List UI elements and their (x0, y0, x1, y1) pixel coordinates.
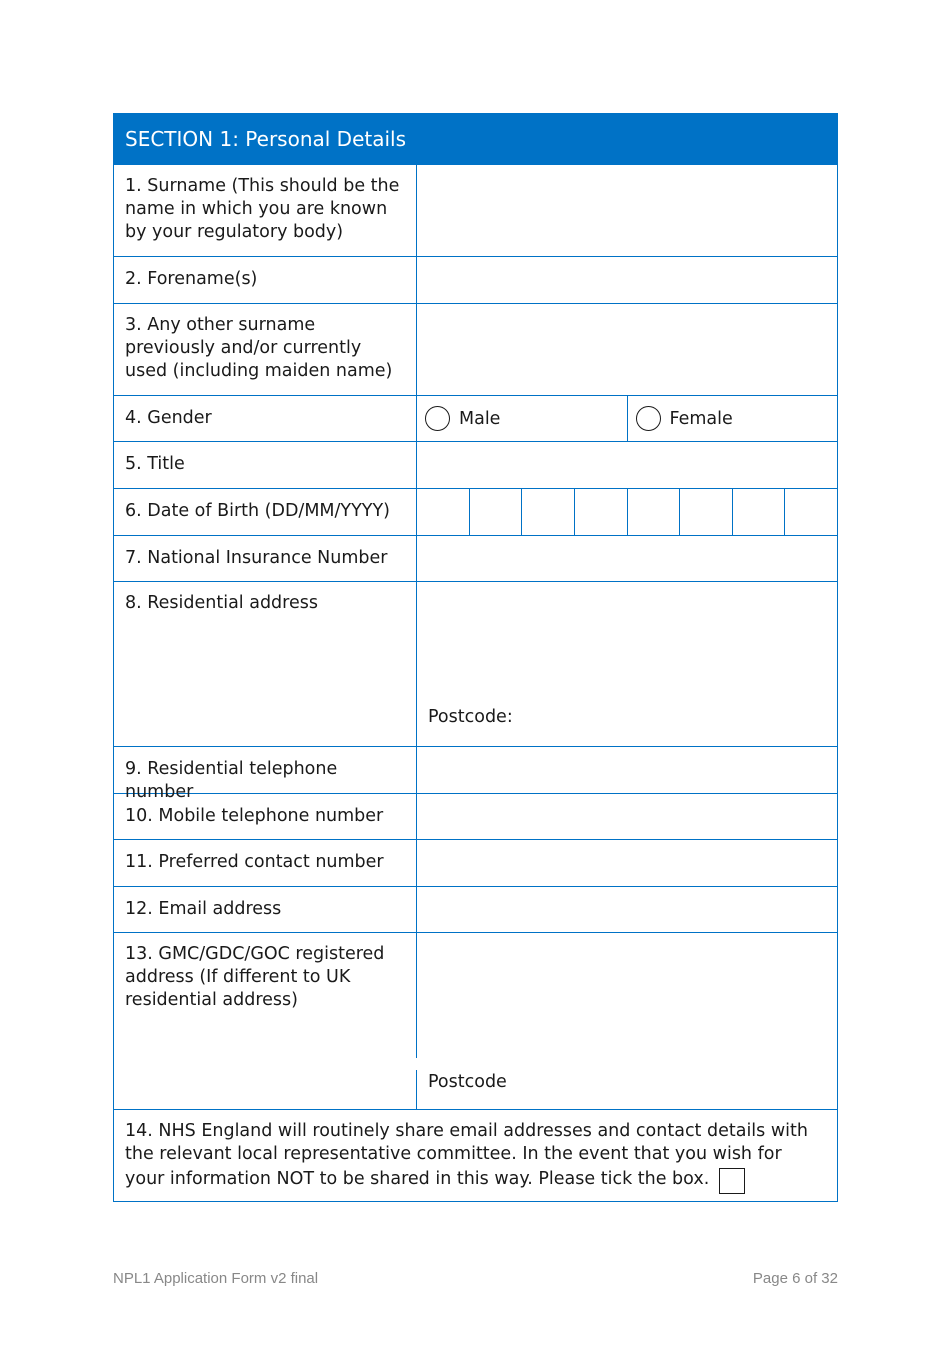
dob-digit-y2[interactable] (679, 489, 732, 535)
forenames-input[interactable] (417, 257, 837, 303)
dob-digit-d1[interactable] (417, 489, 469, 535)
footer-page-number: Page 6 of 32 (752, 1270, 838, 1287)
row-residential-address (113, 582, 838, 747)
residential-phone-input[interactable] (417, 747, 837, 793)
other-surname-label: 3. Any other surname previously and/or currently used (including maiden name) (114, 304, 417, 395)
dob-digit-m1[interactable] (521, 489, 574, 535)
registered-postcode-label: Postcode (428, 1072, 507, 1092)
preferred-contact-label: 11. Preferred contact number (114, 840, 417, 886)
footer-document-name: NPL1 Application Form v2 final (113, 1270, 319, 1287)
dob-digit-d2[interactable] (469, 489, 522, 535)
preferred-contact-input[interactable] (417, 840, 837, 886)
residential-phone-label: 9. Residential telephone number (114, 747, 417, 793)
row-registered-address (113, 933, 838, 1110)
forenames-label: 2. Forename(s) (114, 257, 417, 303)
row-residential-phone (113, 747, 838, 802)
other-surname-input[interactable] (417, 304, 837, 395)
email-label: 12. Email address (114, 887, 417, 932)
surname-label: 1. Surname (This should be the name in which you are known by your regulatory body) (114, 165, 417, 256)
dob-digit-y1[interactable] (627, 489, 680, 535)
row-preferred-contact (113, 840, 838, 887)
row-gender (113, 396, 838, 442)
gender-field (417, 396, 837, 441)
dob-digit-y3[interactable] (732, 489, 785, 535)
dob-digit-y4[interactable] (784, 489, 837, 535)
section-header: SECTION 1: Personal Details (113, 113, 838, 165)
sharing-optout-label: 14. NHS England will routinely share email addresses and contact details with the relevant local representative committee. In the event that you wish for your information NOT to be shared in this way. Please tick the box. (125, 1121, 808, 1189)
mobile-phone-label: 10. Mobile telephone number (114, 794, 417, 839)
female-label: Female (669, 408, 733, 429)
surname-input[interactable] (417, 165, 837, 256)
registered-address-label: 13. GMC/GDC/GOC registered address (If different to UK residential address) (125, 944, 385, 1010)
female-radio[interactable] (636, 406, 661, 431)
residential-address-label: 8. Residential address (114, 582, 417, 746)
row-sharing-optout (113, 1110, 838, 1202)
row-ni-number (113, 536, 838, 582)
dob-field (417, 489, 837, 535)
gender-option-female[interactable] (627, 396, 838, 441)
ni-number-label: 7. National Insurance Number (114, 536, 417, 581)
mobile-phone-input[interactable] (417, 794, 837, 839)
row-title (113, 442, 838, 489)
ni-number-input[interactable] (417, 536, 837, 581)
row-dob (113, 489, 838, 536)
personal-details-form (113, 113, 838, 1202)
row-forenames (113, 257, 838, 304)
registered-address-input[interactable] (417, 933, 837, 1109)
row-other-surname (113, 304, 838, 396)
email-input[interactable] (417, 887, 837, 932)
residential-address-input[interactable] (417, 582, 837, 746)
gender-option-male[interactable] (417, 396, 627, 441)
gender-label: 4. Gender (114, 396, 417, 441)
male-label: Male (459, 408, 501, 429)
sharing-optout-text (114, 1110, 837, 1201)
title-input[interactable] (417, 442, 837, 488)
residential-postcode-label: Postcode: (428, 707, 513, 727)
dob-label: 6. Date of Birth (DD/MM/YYYY) (114, 489, 417, 535)
title-label: 5. Title (114, 442, 417, 488)
row-surname (113, 165, 838, 257)
row-mobile-phone (113, 794, 838, 840)
row-email (113, 887, 838, 933)
dob-digit-m2[interactable] (574, 489, 627, 535)
male-radio[interactable] (425, 406, 450, 431)
optout-checkbox[interactable] (719, 1168, 745, 1194)
